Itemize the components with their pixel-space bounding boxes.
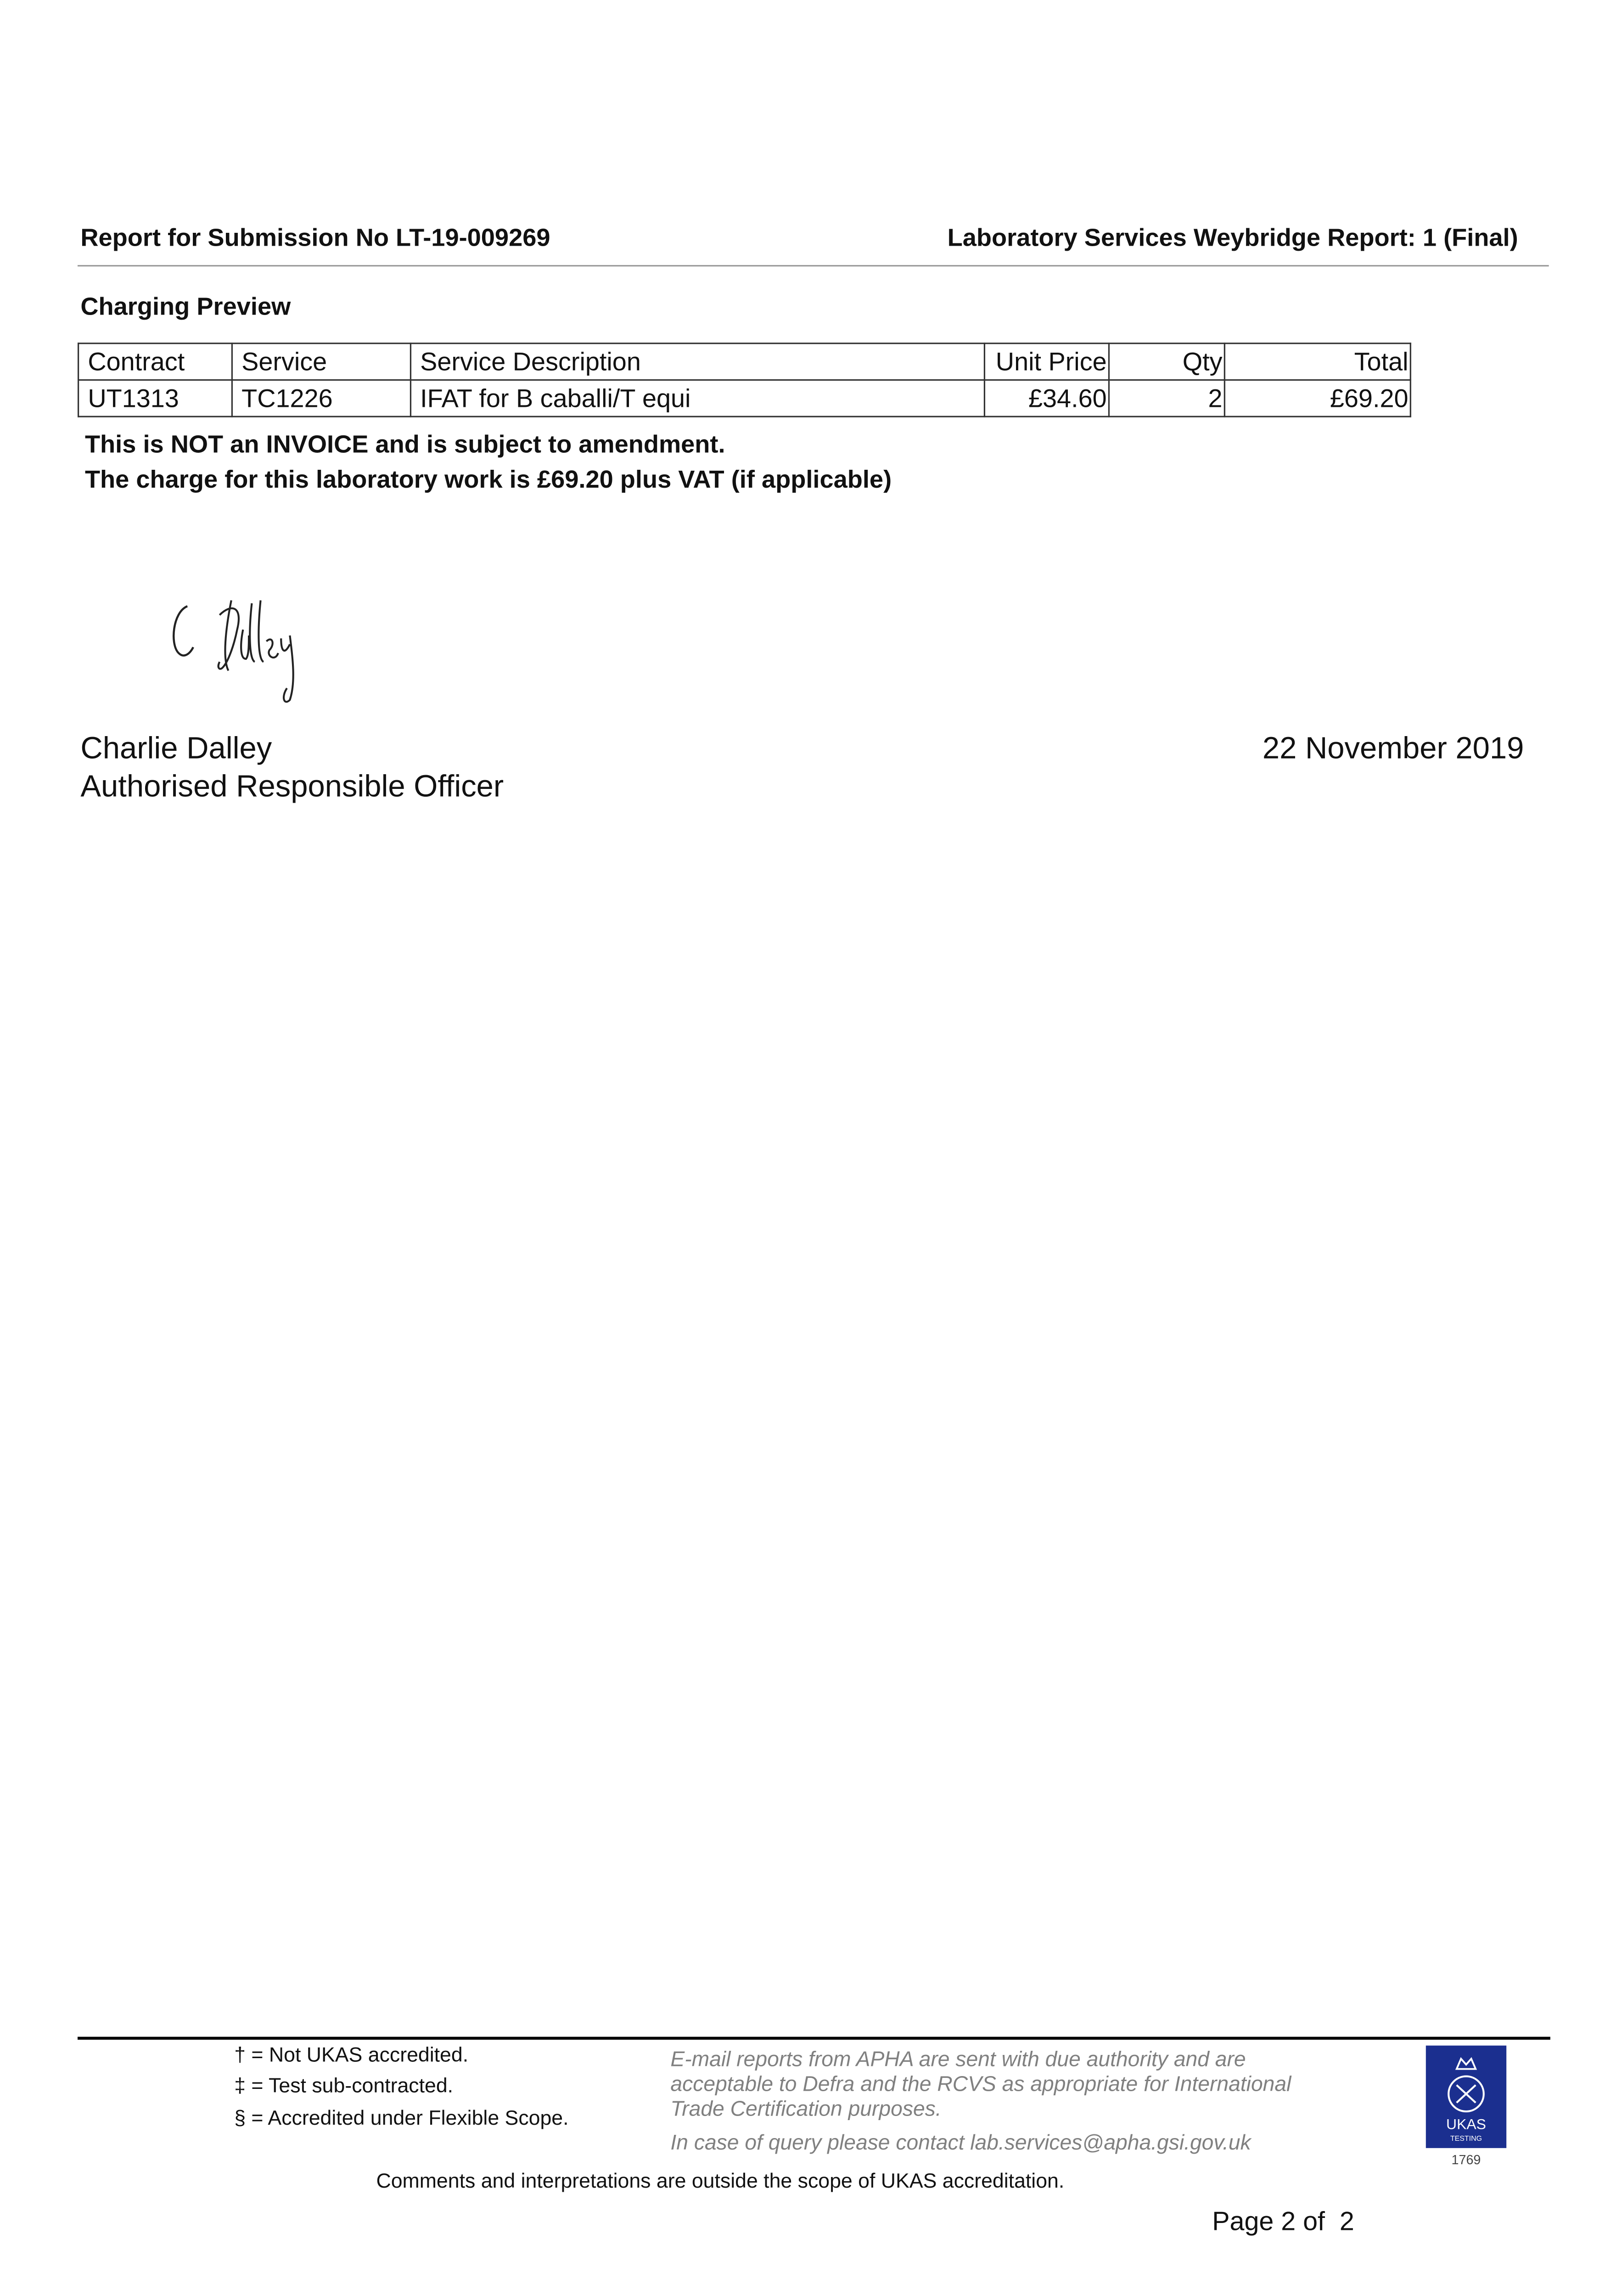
legend-subcontracted: ‡ = Test sub-contracted. xyxy=(234,2073,454,2097)
page-number: Page 2 of 2 xyxy=(1212,2206,1354,2236)
ukas-label: UKAS xyxy=(1446,2117,1486,2133)
section-title: Charging Preview xyxy=(80,293,291,321)
ukas-logo xyxy=(1426,2046,1506,2148)
footer-divider xyxy=(78,2037,1550,2039)
officer-role: Authorised Responsible Officer xyxy=(80,770,504,804)
table-header-row xyxy=(79,343,1411,380)
col-qty: Qty xyxy=(1109,343,1224,380)
header-divider xyxy=(78,265,1549,266)
charge-note: The charge for this laboratory work is £69.20 plus VAT (if applicable) xyxy=(84,466,892,494)
ukas-comments: Comments and interpretations are outside the scope of UKAS accreditation. xyxy=(376,2168,1065,2192)
email-notice-line-1: E-mail reports from APHA are sent with due authority and are xyxy=(670,2048,1246,2072)
cell-total: £69.20 xyxy=(1224,380,1410,416)
cell-unit-price: £34.60 xyxy=(984,380,1109,416)
report-date: 22 November 2019 xyxy=(1262,732,1524,766)
cell-contract: UT1313 xyxy=(79,380,232,416)
col-contract: Contract xyxy=(79,343,232,380)
col-total: Total xyxy=(1224,343,1410,380)
cell-qty: 2 xyxy=(1109,380,1224,416)
report-title: Laboratory Services Weybridge Report: 1 (Final) xyxy=(947,224,1518,252)
signature-image xyxy=(161,585,308,710)
not-invoice-note: This is NOT an INVOICE and is subject to amendment. xyxy=(84,430,725,459)
submission-number: Report for Submission No LT-19-009269 xyxy=(80,224,550,252)
email-notice-line-3: Trade Certification purposes. xyxy=(670,2098,942,2122)
email-notice-line-2: acceptable to Defra and the RCVS as appropriate for International xyxy=(670,2073,1291,2097)
cell-service: TC1226 xyxy=(232,380,410,416)
ukas-sub: TESTING xyxy=(1450,2135,1482,2144)
ukas-number: 1769 xyxy=(1451,2152,1481,2167)
charging-table xyxy=(78,343,1411,417)
legend-flexible-scope: § = Accredited under Flexible Scope. xyxy=(234,2105,569,2129)
table-row xyxy=(79,380,1411,416)
col-service: Service xyxy=(232,343,410,380)
legend-not-accredited: † = Not UKAS accredited. xyxy=(234,2043,469,2066)
cell-description: IFAT for B caballi/T equi xyxy=(410,380,984,416)
col-description: Service Description xyxy=(410,343,984,380)
col-unit-price: Unit Price xyxy=(984,343,1109,380)
contact-email: In case of query please contact lab.services@apha.gsi.gov.uk xyxy=(670,2132,1251,2155)
officer-name: Charlie Dalley xyxy=(80,732,272,766)
